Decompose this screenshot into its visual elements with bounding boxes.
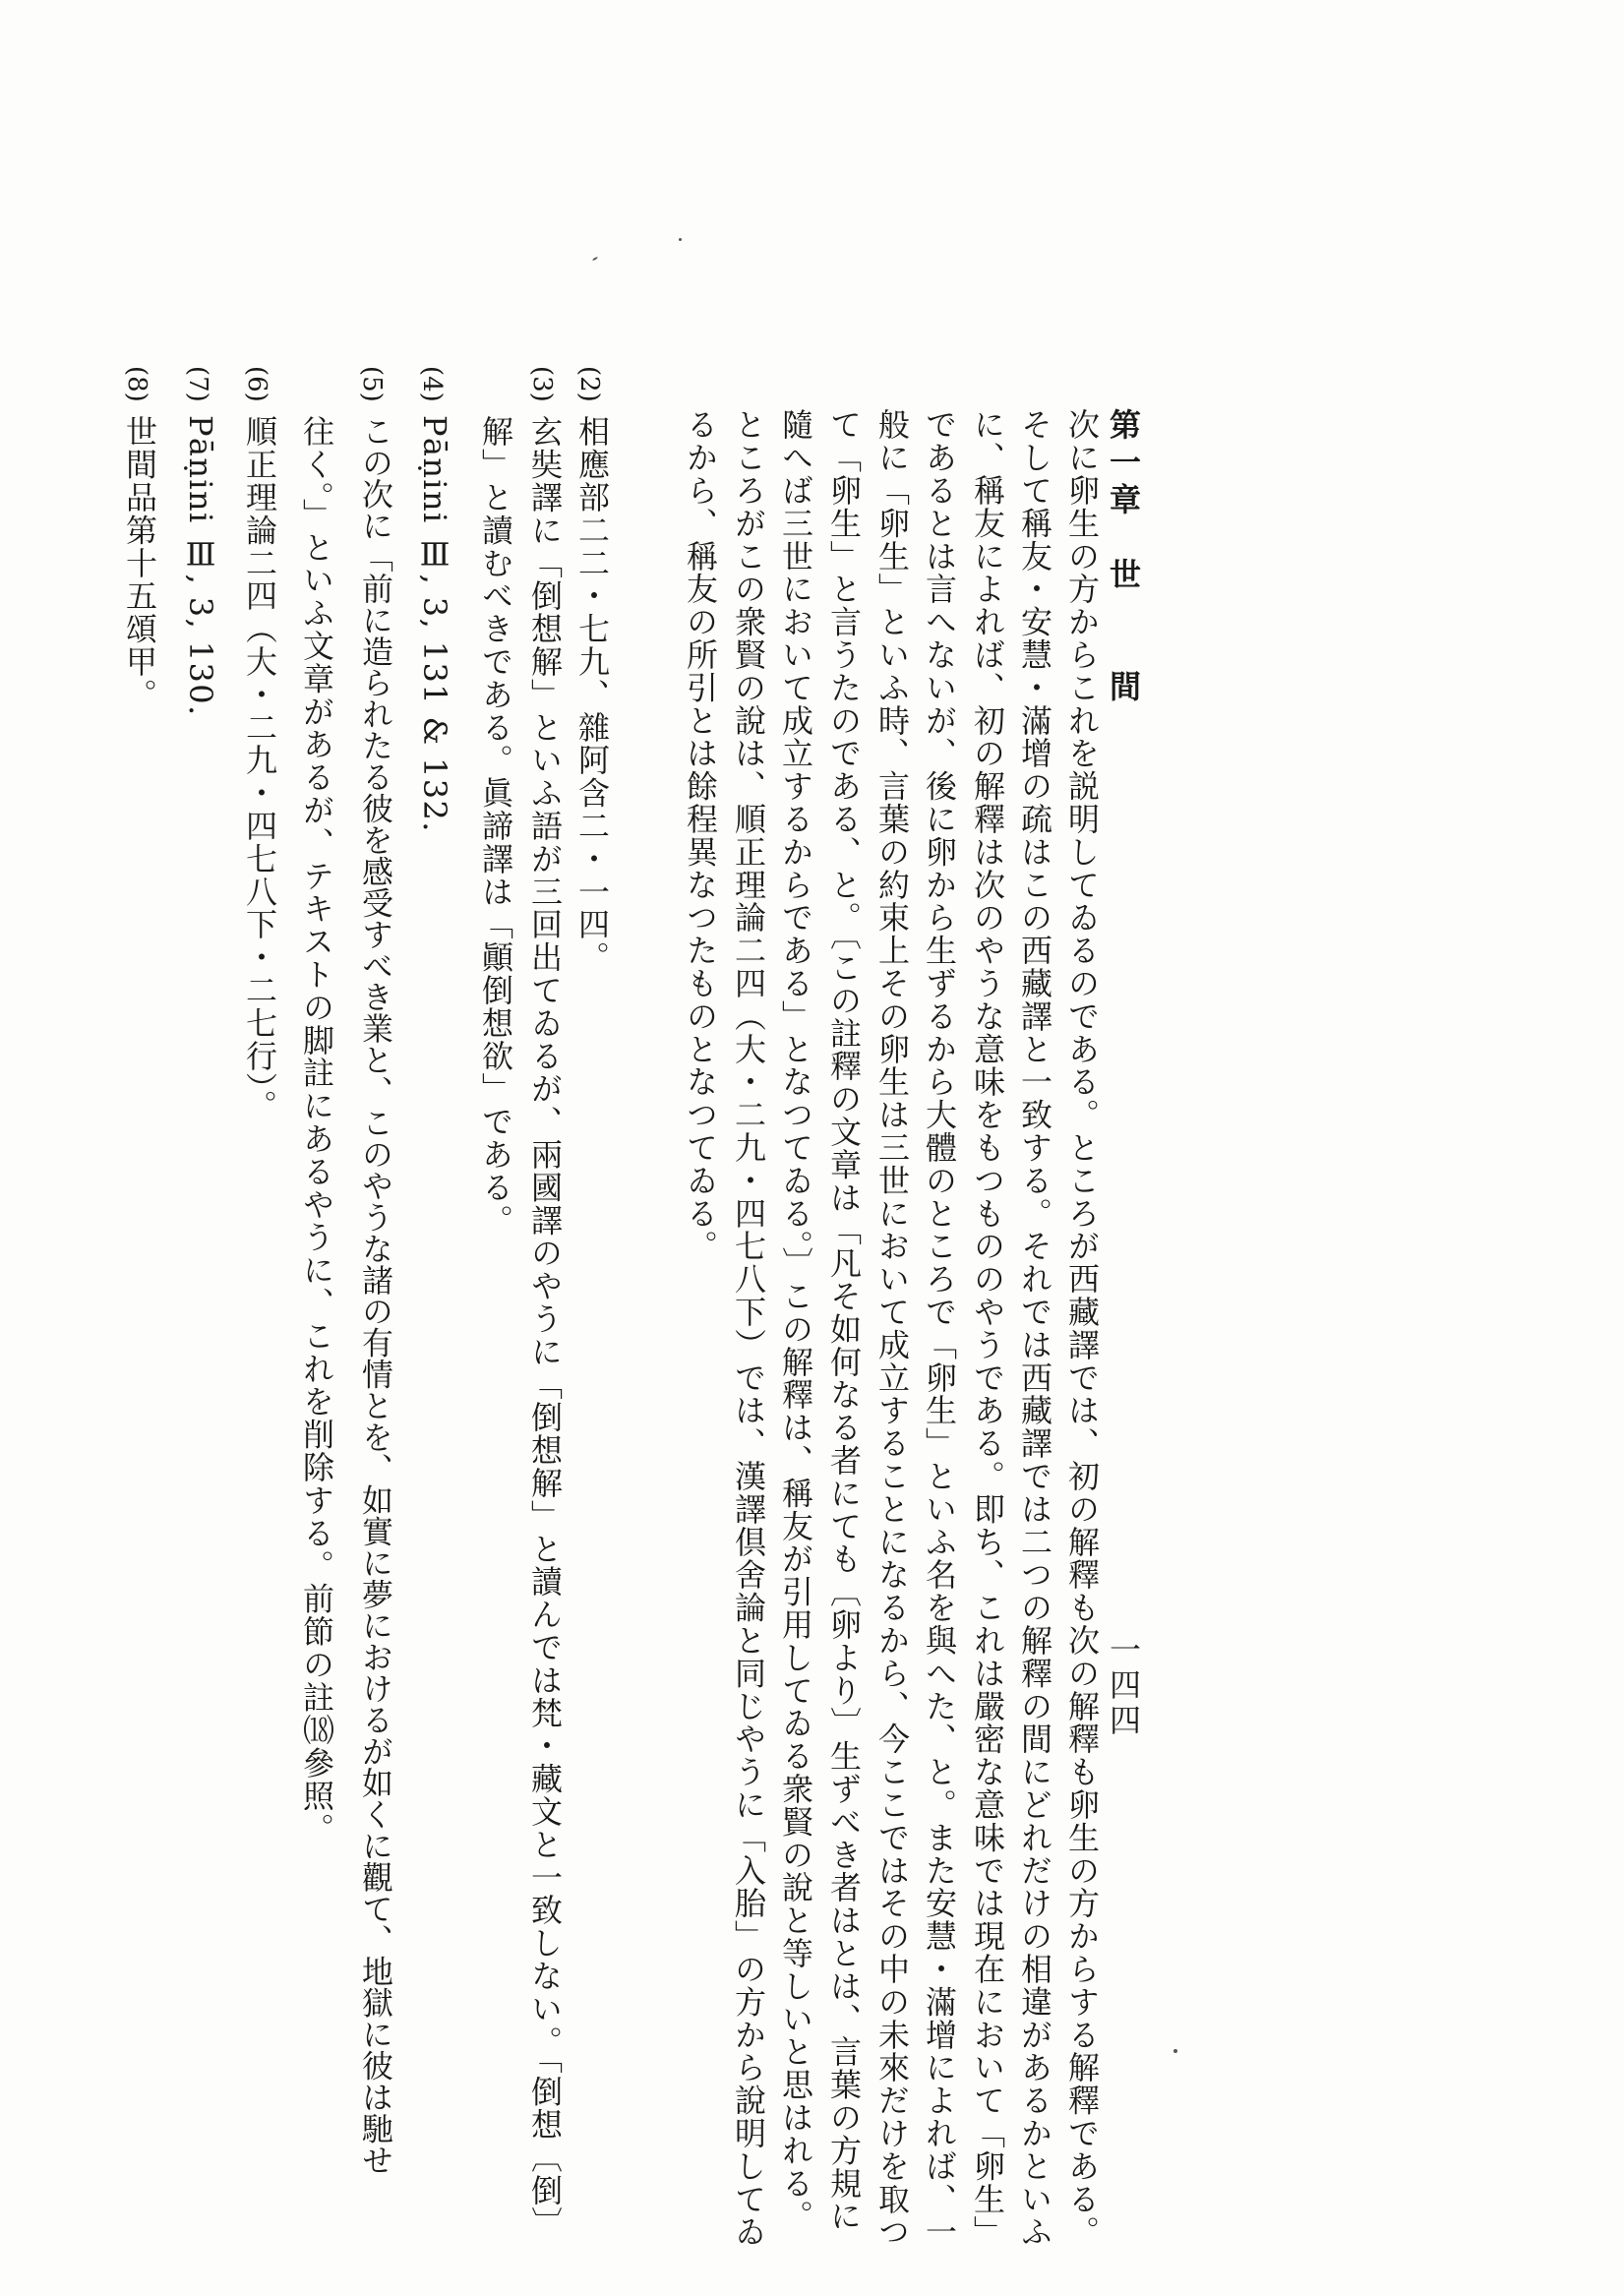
note-text: 順正理論二四（大・二九・四七八下・二七行）。 xyxy=(241,415,278,1122)
body-line: ところがこの衆賢の說は、順正理論二四（大・二九・四七八下）では、漢譯倶舍論と同じやうに「入胎」の方から說明してゐ xyxy=(730,408,767,2249)
note-text: 玄奘譯に「倒想解」といふ語が三回出てゐるが、兩國譯のやうに「倒想解」と讀んでは梵・藏文と一致しない。「倒想〔倒〕 xyxy=(526,415,564,2240)
note-number: (4) xyxy=(417,366,447,402)
body-line: であるとは言へないが、後に卵から生ずるから大體のところで「卵生」といふ名を與へた、と。また安慧・滿增によれば、一 xyxy=(921,408,958,2249)
scan-speck xyxy=(1173,2049,1177,2053)
note-number: (2) xyxy=(574,366,604,402)
note-text: 相應部二二・七九、雜阿含二・一四。 xyxy=(573,415,611,974)
body-line: て「卵生」と言うたのである、と。〔この註釋の文章は「凡そ如何なる者にても〔卵より〕生ずべき者はとは、言葉の方規に xyxy=(825,408,863,2233)
note-text: Pāṇini Ⅲ, 3, 131 & 132. xyxy=(416,415,453,833)
body-line: に、稱友によれば、初の解釋は次のやうな意味をもつもののやうである。即ち、これは嚴密な意味では現在において「卵生」 xyxy=(969,408,1006,2249)
note-text: Pāṇini Ⅲ, 3, 130. xyxy=(182,415,219,717)
body-line: 隨へば三世において成立するからである」となつてゐる。〕この解釋は、稱友が引用してゐる衆賢の說と等しいと思はれる。 xyxy=(777,408,814,2233)
note-number: (7) xyxy=(183,366,212,402)
chapter-header: 第一章 世 間 xyxy=(1105,408,1142,707)
scan-speck xyxy=(592,257,598,262)
note-number: (3) xyxy=(527,366,557,402)
note-number: (5) xyxy=(357,366,387,402)
note-text: この次に「前に造られたる彼を感受すべき業と、このやうな諸の有情とを、如實に夢におけるが如くに觀て、地獄に彼は馳せ xyxy=(356,415,394,2176)
body-line: 般に「卵生」といふ時、言葉の約束上その卵生は三世において成立することになるから、今ここではその中の未來だけを取つ xyxy=(873,408,911,2249)
note-number: (8) xyxy=(122,366,151,402)
note-text: 世間品第十五頌甲。 xyxy=(121,415,158,711)
note-number: (6) xyxy=(242,366,271,402)
scan-speck xyxy=(679,238,682,241)
body-line: るから、稱友の所引とは餘程異なつたものとなつてゐる。 xyxy=(682,408,719,1263)
note-text: 往く。」といふ文章があるが、テキストの脚註にあるやうに、これを削除する。前節の註⒅參照。 xyxy=(298,415,335,1845)
body-line: 次に卵生の方からこれを説明してゐるのである。ところが西藏譯では、初の解釋も次の解釋も卵生の方からする解釋である。 xyxy=(1063,408,1101,2249)
note-text: 解」と讀むべきである。眞諦譯は「顚倒想欲」である。 xyxy=(477,415,514,1237)
page-number: 一四四 xyxy=(1105,1633,1142,1739)
body-line: そして稱友・安慧・滿增の疏はこの西藏譯と一致する。それでは西藏譯では二つの解釋の間にどれだけの相違があるかといふ xyxy=(1016,408,1053,2249)
